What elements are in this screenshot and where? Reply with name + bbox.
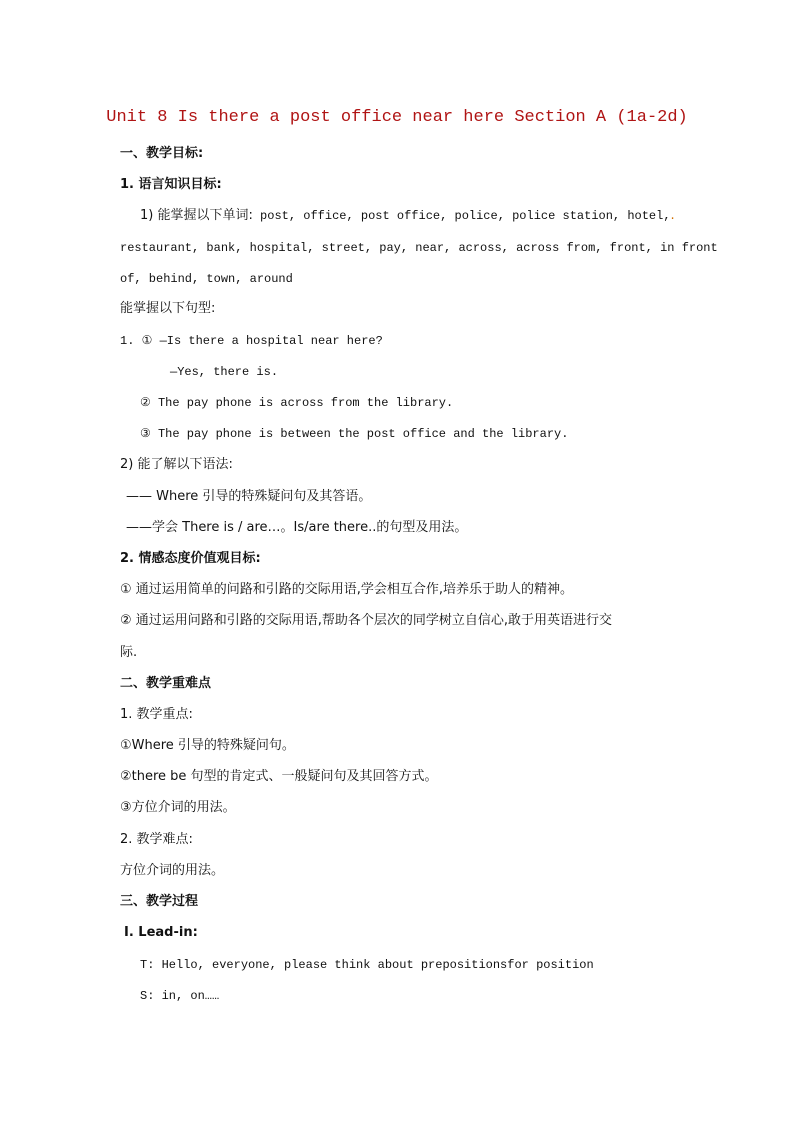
pattern-1-answer: —Yes, there is.: [170, 365, 279, 379]
marker-dot: .: [670, 208, 675, 223]
key-point-2: ②there be 句型的肯定式、一般疑问句及其回答方式。: [120, 769, 438, 784]
section-1-1-heading: 1. 语言知识目标:: [120, 177, 222, 192]
student-line: S: in, on……: [140, 989, 220, 1003]
section-1-2-heading: 2. 情感态度价值观目标:: [120, 551, 261, 566]
grammar-item-2: ——学会 There is / are…。Is/are there..的句型及用法。: [126, 520, 468, 535]
patterns-heading: 能掌握以下句型:: [120, 301, 216, 316]
pattern-3: ③ The pay phone is between the post office and the library.: [140, 427, 569, 441]
vocab-line-1: [140, 208, 675, 224]
section-1-heading: 一、教学目标:: [120, 146, 204, 161]
grammar-item-1: —— Where 引导的特殊疑问句及其答语。: [126, 489, 372, 504]
section-3-heading: 三、教学过程: [120, 894, 199, 909]
lead-in-heading: Ⅰ. Lead-in:: [124, 925, 198, 940]
grammar-heading: 2) 能了解以下语法:: [120, 457, 233, 472]
vocab-line-3: of, behind, town, around: [120, 272, 293, 286]
difficult-point-1: 方位介词的用法。: [120, 863, 225, 878]
key-point-1: ①Where 引导的特殊疑问句。: [120, 738, 295, 753]
attitude-goal-1: ① 通过运用简单的问路和引路的交际用语,学会相互合作,培养乐于助人的精神。: [120, 582, 574, 597]
attitude-goal-2: ② 通过运用问路和引路的交际用语,帮助各个层次的同学树立自信心,敢于用英语进行交: [120, 613, 613, 628]
pattern-1: 1. ① —Is there a hospital near here?: [120, 334, 383, 348]
pattern-2: ② The pay phone is across from the library.: [140, 396, 454, 410]
attitude-goal-2-cont: 际.: [120, 645, 138, 660]
difficult-points-heading: 2. 教学难点:: [120, 832, 193, 847]
section-2-heading: 二、教学重难点: [120, 676, 212, 691]
key-points-heading: 1. 教学重点:: [120, 707, 193, 722]
vocab-line-2: restaurant, bank, hospital, street, pay, near, across, across from, front, in front: [120, 241, 718, 255]
key-point-3: ③方位介词的用法。: [120, 800, 236, 815]
teacher-line: T: Hello, everyone, please think about prepositionsfor position: [140, 958, 594, 972]
document-title: Unit 8 Is there a post office near here Section A (1a-2d): [106, 108, 688, 127]
vocab-prefix: 1) 能掌握以下单词:: [140, 208, 253, 223]
vocab-words-1: post, office, post office, police, police station, hotel,: [252, 209, 671, 223]
